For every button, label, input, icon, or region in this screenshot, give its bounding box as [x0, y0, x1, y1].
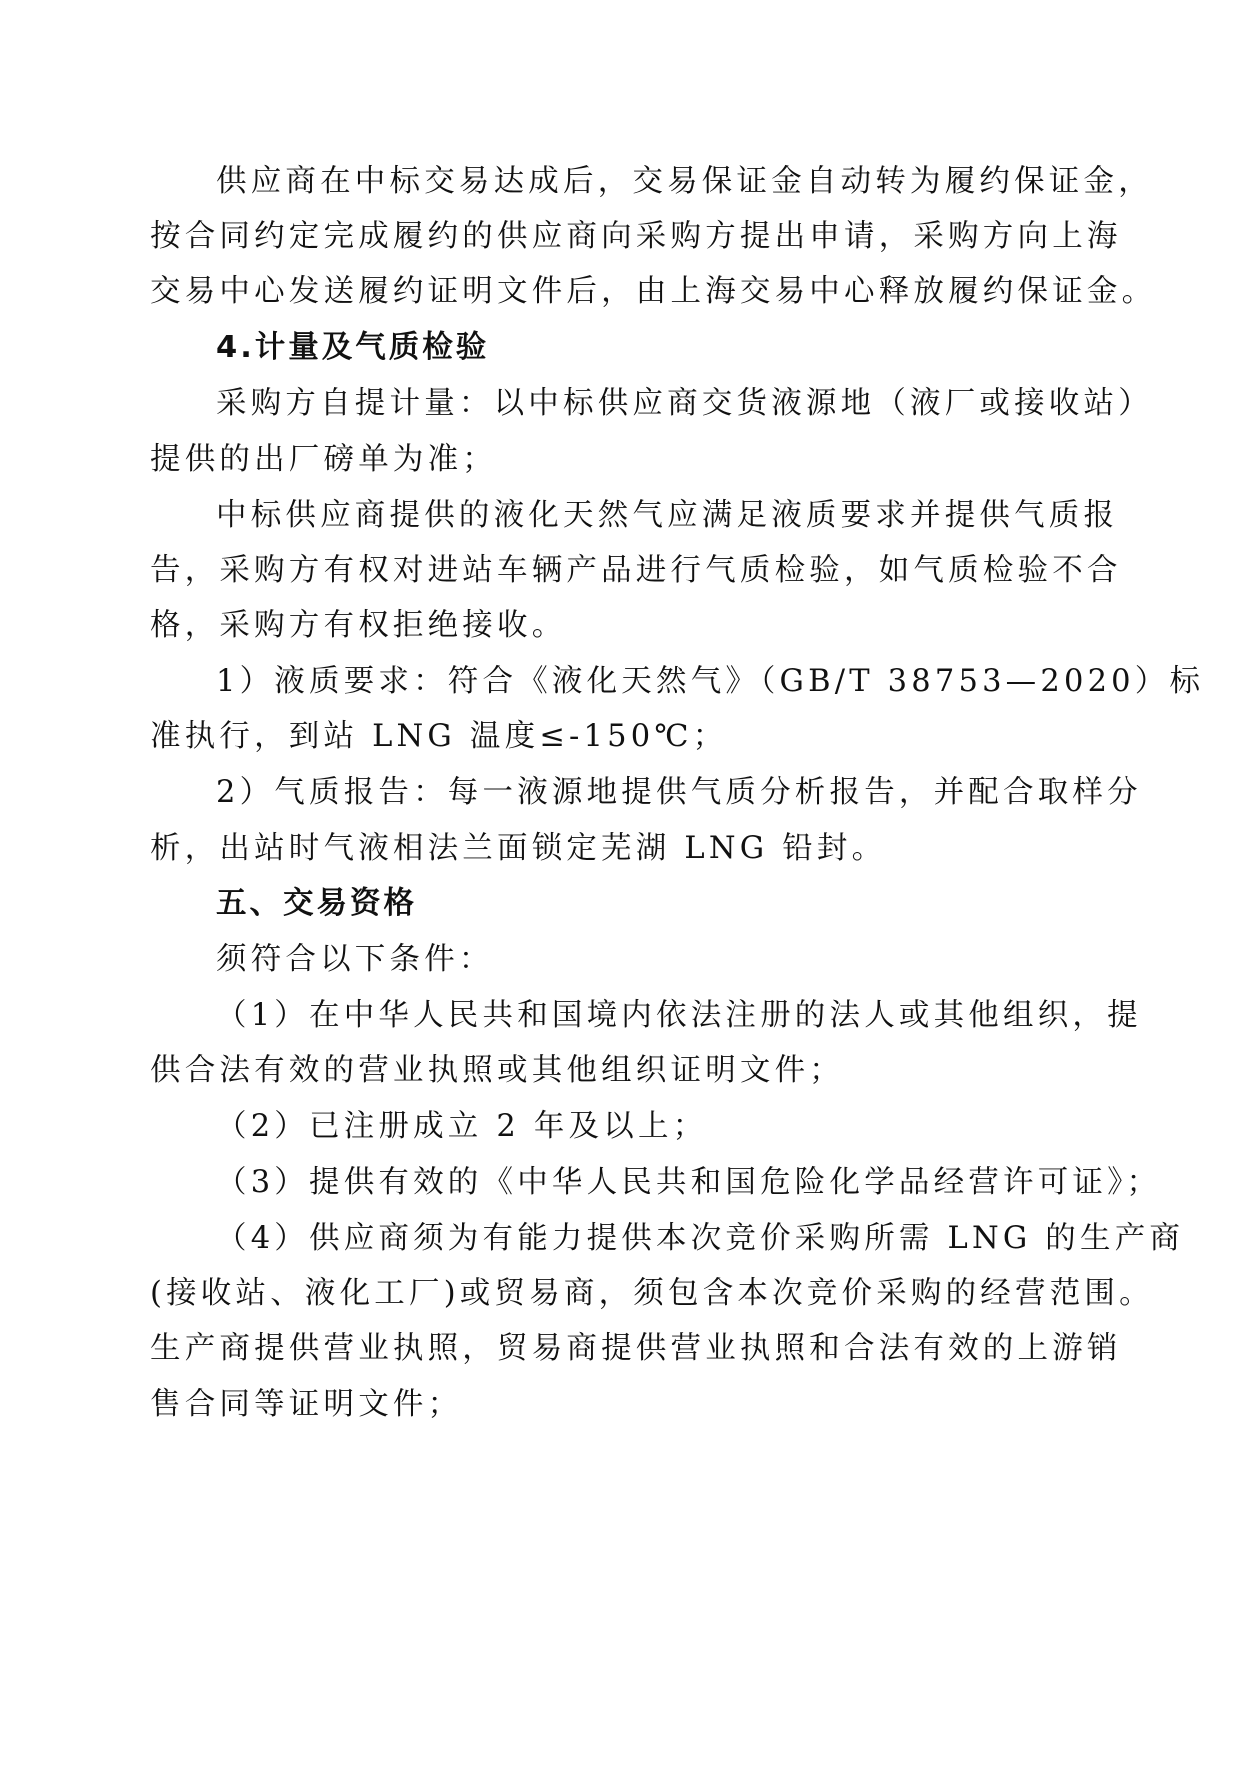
self-pickup-line-1: 采购方自提计量：以中标供应商交货液源地（液厂或接收站） — [216, 386, 1153, 421]
condition-2: （2）已注册成立 2 年及以上； — [216, 1109, 708, 1144]
conditions-intro: 须符合以下条件： — [216, 942, 494, 977]
self-pickup-line-2: 提供的出厂磅单为准； — [150, 442, 497, 477]
condition-4-line-1: （4）供应商须为有能力提供本次竞价采购所需 LNG 的生产商 — [216, 1221, 1185, 1256]
condition-4-line-3: 生产商提供营业执照，贸易商提供营业执照和合法有效的上游销 — [150, 1331, 1122, 1366]
heading-qualification: 五、交易资格 — [216, 886, 417, 921]
condition-4-line-2: (接收站、液化工厂)或贸易商，须包含本次竞价采购的经营范围。 — [150, 1276, 1154, 1311]
heading-measurement: 4.计量及气质检验 — [216, 330, 490, 365]
liquid-quality-line-2: 准执行，到站 LNG 温度≤-150℃； — [150, 719, 728, 754]
condition-4-line-4: 售合同等证明文件； — [150, 1387, 463, 1422]
quality-line-3: 格，采购方有权拒绝接收。 — [150, 608, 567, 643]
deposit-line-3: 交易中心发送履约证明文件后，由上海交易中心释放履约保证金。 — [150, 274, 1157, 309]
condition-3: （3）提供有效的《中华人民共和国危险化学品经营许可证》； — [216, 1165, 1162, 1200]
gas-report-line-2: 析，出站时气液相法兰面锁定芜湖 LNG 铅封。 — [150, 831, 887, 866]
liquid-quality-line-1: 1）液质要求：符合《液化天然气》（GB/T 38753—2020）标 — [216, 664, 1205, 699]
condition-1-line-2: 供合法有效的营业执照或其他组织证明文件； — [150, 1053, 844, 1088]
quality-line-2: 告，采购方有权对进站车辆产品进行气质检验，如气质检验不合 — [150, 553, 1122, 588]
gas-report-line-1: 2）气质报告：每一液源地提供气质分析报告，并配合取样分 — [216, 775, 1142, 810]
deposit-line-2: 按合同约定完成履约的供应商向采购方提出申请，采购方向上海 — [150, 219, 1122, 254]
condition-1-line-1: （1）在中华人民共和国境内依法注册的法人或其他组织，提 — [216, 998, 1142, 1033]
deposit-line-1: 供应商在中标交易达成后，交易保证金自动转为履约保证金， — [216, 164, 1153, 199]
quality-line-1: 中标供应商提供的液化天然气应满足液质要求并提供气质报 — [216, 498, 1119, 533]
